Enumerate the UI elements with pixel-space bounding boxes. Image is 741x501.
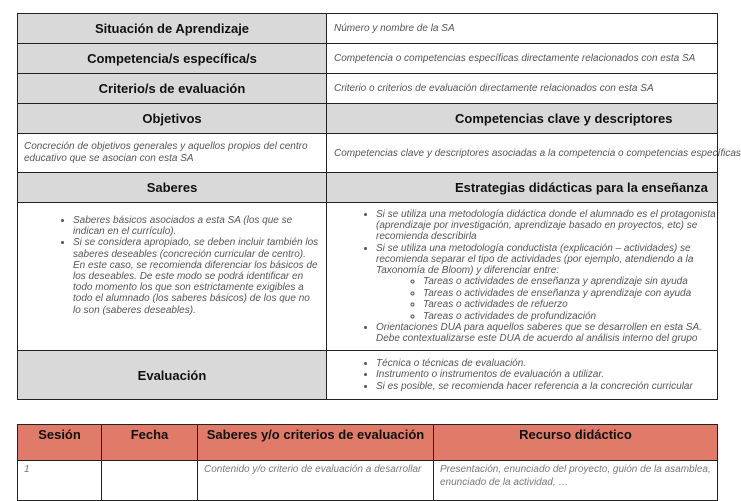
fecha-header: Fecha [102,425,198,461]
situacion-aprendizaje-table [17,13,741,400]
actividad-item: ◦ Tareas o actividades de profundización [423,311,716,323]
situacion-value[interactable]: Número y nombre de la SA [327,14,718,44]
evaluacion-item: • Técnica o técnicas de evaluación. [376,358,716,369]
estrategias-label: Estrategias didácticas para la enseñanza [327,173,718,203]
estrategias-item [376,243,716,323]
evaluacion-content[interactable] [327,351,718,400]
evaluacion-list [328,358,716,392]
evaluacion-item: • Si es posible, se recomienda hacer referencia a la concreción curricular [376,381,716,392]
saberes-criterios-header: Saberes y/o criterios de evaluación [198,425,434,461]
actividad-item: ◦ Tareas o actividades de enseñanza y aprendizaje sin ayuda [423,276,716,288]
estrategias-list [328,209,716,345]
actividad-item: ◦ Tareas o actividades de refuerzo [423,299,716,311]
criterios-value[interactable]: Criterio o criterios de evaluación directamente relacionados con esta SA [327,74,718,104]
saberes-list [19,215,325,316]
saberes-content[interactable] [18,203,327,351]
evaluacion-item: • Instrumento o instrumentos de evaluación a utilizar. [376,369,716,380]
recurso-cell[interactable]: Presentación, enunciado del proyecto, guión de la asamblea, enunciado de la actividad, … [434,461,718,501]
recurso-header: Recurso didáctico [434,425,718,461]
saberes-item: • Si se considera apropiado, se deben incluir también los saberes deseables (concreción curricular de centro). En este caso, se recomienda diferenciar los básicos de los deseables. De este modo se podrá identificar en todo momento los que son estrictamente exigibles a todo el alumnado (los saberes básicos) de los que no lo son (saberes deseables). [73,237,319,315]
competencias-clave-text[interactable]: Competencias clave y descriptores asociadas a la competencia o competencias específicas [327,134,718,173]
competencias-value[interactable]: Competencia o competencias específicas directamente relacionados con esta SA [327,44,718,74]
objetivos-label: Objetivos [18,104,327,134]
estrategias-item-text: Si se utiliza una metodología conductista (explicación – actividades) se recomienda separar el tipo de actividades (por ejemplo, atendiendo a la Taxonomía de Bloom) y diferenciar entre: [376,242,694,277]
saberes-label: Saberes [18,173,327,203]
evaluacion-label: Evaluación [18,351,327,400]
objetivos-text[interactable]: Concreción de objetivos generales y aquellos propios del centro educativo que se asocian con esta SA [18,134,327,173]
competencias-clave-label: Competencias clave y descriptores [327,104,718,134]
criterios-label: Criterio/s de evaluación [18,74,327,104]
saberes-item: • Saberes básicos asociados a esta SA (los que se indican en el currículo). [73,215,319,237]
table-row [18,461,718,501]
situacion-label: Situación de Aprendizaje [18,14,327,44]
competencias-label: Competencia/s específica/s [18,44,327,74]
sesiones-table [17,424,718,501]
estrategias-content[interactable] [327,203,718,351]
sesion-header: Sesión [18,425,102,461]
saberes-cell[interactable]: Contenido y/o criterio de evaluación a desarrollar [198,461,434,501]
actividades-sublist [376,276,716,322]
estrategias-item: • Si se utiliza una metodología didáctica donde el alumnado es el protagonista (aprendizaje por investigación, aprendizaje basado en proyectos, etc) se recomienda describirla [376,209,716,243]
actividad-item: ◦ Tareas o actividades de enseñanza y aprendizaje con ayuda [423,288,716,300]
estrategias-item: • Orientaciones DUA para aquellos saberes que se desarrollen en esta SA. Debe contextualizarse este DUA de acuerdo al análisis interno del grupo [376,322,716,344]
fecha-cell[interactable] [102,461,198,501]
sesion-cell[interactable]: 1 [18,461,102,501]
